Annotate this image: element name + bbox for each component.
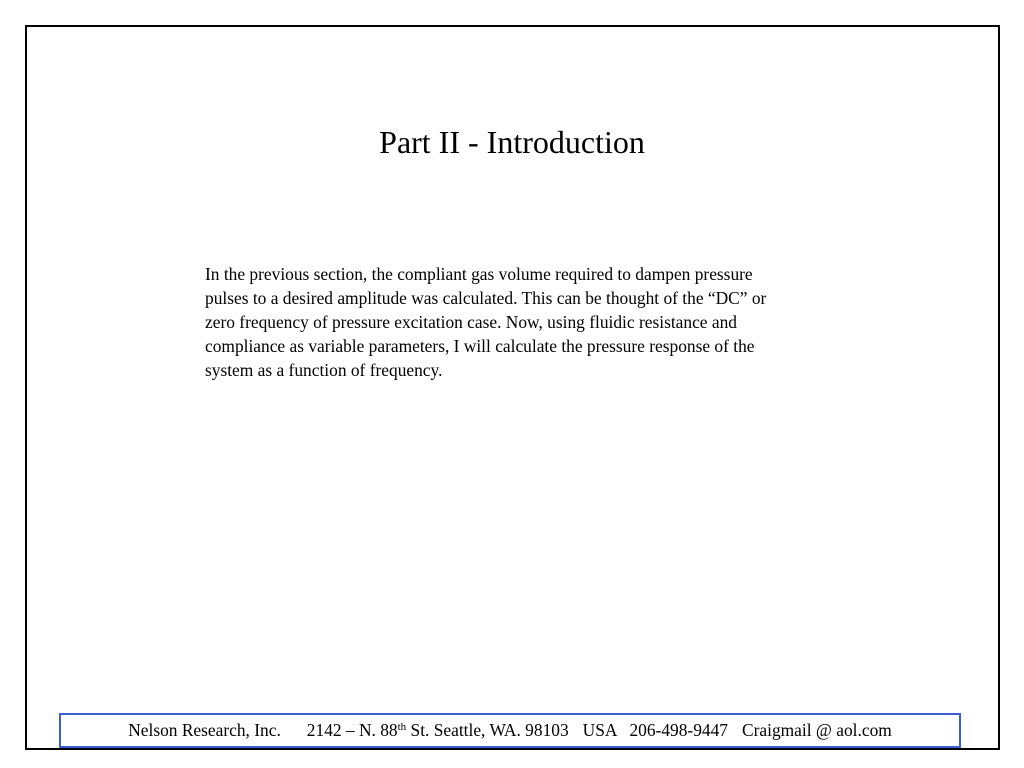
footer-company: Nelson Research, Inc. xyxy=(128,720,281,740)
footer-street-suffix: th xyxy=(397,721,407,733)
body-line: system as a function of frequency. xyxy=(205,360,443,380)
footer-street-rest: St. Seattle, WA. 98103 xyxy=(406,720,569,740)
footer-phone: 206-498-9447 xyxy=(629,720,728,740)
body-line: compliance as variable parameters, I will calculate the pressure response of the xyxy=(205,336,755,356)
body-line: In the previous section, the compliant gas volume required to dampen pressure xyxy=(205,264,753,284)
footer-email: Craigmail @ aol.com xyxy=(742,720,892,740)
footer-country: USA xyxy=(582,720,618,740)
body-paragraph xyxy=(205,262,865,382)
body-line: zero frequency of pressure excitation case. Now, using fluidic resistance and xyxy=(205,312,737,332)
footer-contact-box xyxy=(59,713,961,748)
body-line: pulses to a desired amplitude was calculated. This can be thought of the “DC” or xyxy=(205,288,767,308)
footer-address xyxy=(307,720,569,741)
footer-street-number: 2142 – N. 88 xyxy=(306,720,398,740)
slide-title: Part II - Introduction xyxy=(379,124,645,160)
